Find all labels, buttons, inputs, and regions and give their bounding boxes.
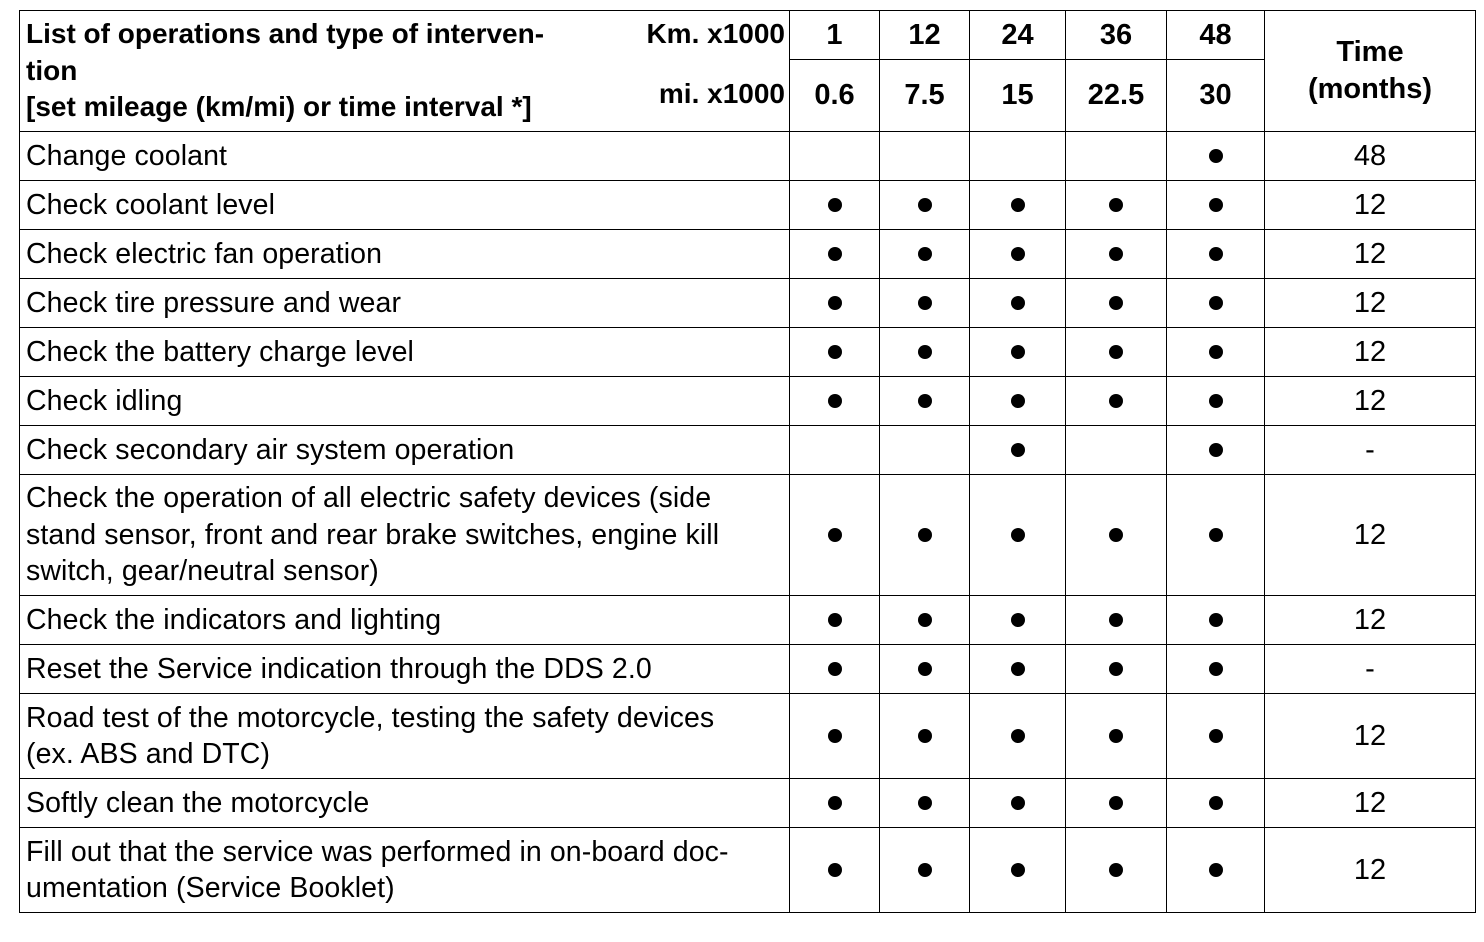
table-row [20, 181, 1476, 230]
interval-cell [1167, 279, 1265, 328]
bullet-mark-icon [918, 528, 932, 542]
time-header: Time (months) [1265, 11, 1476, 132]
table-row [20, 230, 1476, 279]
bullet-mark-icon [828, 345, 842, 359]
schedule-body [20, 132, 1476, 913]
bullet-mark-icon [1109, 394, 1123, 408]
interval-cell [1066, 132, 1167, 181]
interval-cell [790, 279, 880, 328]
interval-cell [880, 377, 970, 426]
maintenance-schedule-table [19, 10, 1476, 913]
time-months-cell: 12 [1265, 230, 1476, 279]
interval-cell [1066, 377, 1167, 426]
interval-cell [1066, 596, 1167, 645]
interval-cell [1066, 645, 1167, 694]
bullet-mark-icon [828, 528, 842, 542]
bullet-mark-icon [1011, 613, 1025, 627]
bullet-mark-icon [1011, 863, 1025, 877]
bullet-mark-icon [1209, 394, 1223, 408]
operation-cell: Check idling [20, 377, 790, 426]
table-row [20, 596, 1476, 645]
bullet-mark-icon [1011, 528, 1025, 542]
time-months-cell: 12 [1265, 377, 1476, 426]
bullet-mark-icon [1011, 729, 1025, 743]
bullet-mark-icon [918, 198, 932, 212]
mi-interval-header: 30 [1167, 60, 1265, 132]
bullet-mark-icon [918, 394, 932, 408]
km-interval-header: 48 [1167, 11, 1265, 60]
table-row [20, 426, 1476, 475]
interval-cell [880, 181, 970, 230]
km-unit-label: Km. x1000 [646, 18, 785, 49]
operation-cell [20, 475, 790, 596]
bullet-mark-icon [918, 296, 932, 310]
time-months-cell: 12 [1265, 828, 1476, 913]
interval-cell [970, 828, 1066, 913]
operation-line: Road test of the motorcycle, testing the safety devices [26, 701, 715, 734]
bullet-mark-icon [1011, 247, 1025, 261]
operation-cell: Check secondary air system operation [20, 426, 790, 475]
mi-interval-header: 0.6 [790, 60, 880, 132]
bullet-mark-icon [828, 296, 842, 310]
interval-cell [1167, 230, 1265, 279]
interval-cell [970, 475, 1066, 596]
bullet-mark-icon [1011, 198, 1025, 212]
time-months-cell: 48 [1265, 132, 1476, 181]
interval-cell [790, 328, 880, 377]
interval-cell [970, 377, 1066, 426]
operation-cell: Check tire pressure and wear [20, 279, 790, 328]
interval-cell [790, 475, 880, 596]
table-row [20, 828, 1476, 913]
bullet-mark-icon [1109, 345, 1123, 359]
bullet-mark-icon [1109, 528, 1123, 542]
bullet-mark-icon [918, 863, 932, 877]
interval-cell [880, 475, 970, 596]
interval-cell [1167, 645, 1265, 694]
operation-line: Fill out that the service was performed in on-board doc- [26, 835, 729, 868]
bullet-mark-icon [828, 729, 842, 743]
operation-line: umentation (Service Booklet) [26, 872, 395, 904]
operation-cell: Change coolant [20, 132, 790, 181]
interval-cell [1066, 181, 1167, 230]
interval-cell [970, 779, 1066, 828]
bullet-mark-icon [1109, 247, 1123, 261]
bullet-mark-icon [918, 247, 932, 261]
bullet-mark-icon [1209, 729, 1223, 743]
bullet-mark-icon [1011, 443, 1025, 457]
interval-cell [790, 596, 880, 645]
bullet-mark-icon [1209, 443, 1223, 457]
table-row [20, 377, 1476, 426]
interval-cell [790, 645, 880, 694]
table-row [20, 779, 1476, 828]
interval-cell [1066, 475, 1167, 596]
time-months-cell: - [1265, 645, 1476, 694]
mi-interval-header: 7.5 [880, 60, 970, 132]
bullet-mark-icon [1209, 198, 1223, 212]
interval-cell [1167, 377, 1265, 426]
interval-cell [1066, 779, 1167, 828]
km-interval-header: 36 [1066, 11, 1167, 60]
interval-cell [880, 426, 970, 475]
bullet-mark-icon [828, 796, 842, 810]
interval-cell [880, 328, 970, 377]
table-row [20, 132, 1476, 181]
operation-cell: Check coolant level [20, 181, 790, 230]
operation-line: switch, gear/neutral sensor) [26, 555, 379, 588]
operation-line: stand sensor, front and rear brake switches, engine kill [26, 518, 720, 551]
bullet-mark-icon [918, 729, 932, 743]
operation-cell [20, 828, 790, 913]
bullet-mark-icon [1109, 729, 1123, 743]
bullet-mark-icon [1109, 296, 1123, 310]
interval-cell [970, 328, 1066, 377]
interval-cell [1167, 694, 1265, 779]
interval-cell [1167, 475, 1265, 596]
time-months-cell: 12 [1265, 779, 1476, 828]
interval-cell [970, 426, 1066, 475]
interval-cell [880, 645, 970, 694]
interval-cell [1167, 828, 1265, 913]
bullet-mark-icon [1011, 296, 1025, 310]
interval-cell [790, 426, 880, 475]
operation-cell: Softly clean the motorcycle [20, 779, 790, 828]
time-months-cell: 12 [1265, 596, 1476, 645]
operation-cell: Reset the Service indication through the DDS 2.0 [20, 645, 790, 694]
bullet-mark-icon [1109, 863, 1123, 877]
time-months-cell: - [1265, 426, 1476, 475]
km-interval-header: 1 [790, 11, 880, 60]
bullet-mark-icon [828, 394, 842, 408]
bullet-mark-icon [1209, 149, 1223, 163]
interval-cell [1066, 694, 1167, 779]
operation-line: Check the operation of all electric safety devices (side [26, 482, 712, 515]
interval-cell [1066, 328, 1167, 377]
table-row [20, 279, 1476, 328]
bullet-mark-icon [1011, 796, 1025, 810]
km-interval-header: 12 [880, 11, 970, 60]
bullet-mark-icon [828, 863, 842, 877]
interval-cell [880, 132, 970, 181]
time-months-cell: 12 [1265, 181, 1476, 230]
bullet-mark-icon [828, 662, 842, 676]
interval-cell [790, 377, 880, 426]
bullet-mark-icon [1209, 613, 1223, 627]
interval-cell [790, 230, 880, 279]
bullet-mark-icon [918, 796, 932, 810]
bullet-mark-icon [918, 613, 932, 627]
interval-cell [1167, 181, 1265, 230]
bullet-mark-icon [1209, 662, 1223, 676]
bullet-mark-icon [1209, 796, 1223, 810]
interval-cell [790, 828, 880, 913]
table-row [20, 645, 1476, 694]
bullet-mark-icon [828, 198, 842, 212]
interval-cell [970, 279, 1066, 328]
mi-interval-header: 15 [970, 60, 1066, 132]
interval-cell [790, 694, 880, 779]
operation-cell: Check the indicators and lighting [20, 596, 790, 645]
interval-cell [1167, 779, 1265, 828]
bullet-mark-icon [1109, 198, 1123, 212]
header-row-km [20, 11, 1476, 60]
bullet-mark-icon [918, 345, 932, 359]
time-months-cell: 12 [1265, 279, 1476, 328]
bullet-mark-icon [918, 662, 932, 676]
table-row [20, 328, 1476, 377]
time-months-cell: 12 [1265, 694, 1476, 779]
time-months-cell: 12 [1265, 328, 1476, 377]
bullet-mark-icon [828, 247, 842, 261]
bullet-mark-icon [1209, 863, 1223, 877]
bullet-mark-icon [1011, 662, 1025, 676]
operations-title: List of operations and type of interven- tion [set mileage (km/mi) or time interval *] [26, 18, 545, 122]
interval-cell [880, 828, 970, 913]
interval-cell [790, 132, 880, 181]
bullet-mark-icon [1011, 394, 1025, 408]
interval-cell [1167, 132, 1265, 181]
interval-cell [970, 132, 1066, 181]
bullet-mark-icon [1011, 345, 1025, 359]
bullet-mark-icon [1209, 296, 1223, 310]
bullet-mark-icon [1109, 662, 1123, 676]
interval-cell [1066, 426, 1167, 475]
interval-cell [1167, 596, 1265, 645]
interval-cell [880, 779, 970, 828]
table-row [20, 475, 1476, 596]
km-interval-header: 24 [970, 11, 1066, 60]
bullet-mark-icon [1109, 613, 1123, 627]
operations-header [20, 11, 790, 132]
interval-cell [1066, 279, 1167, 328]
operation-cell: Check electric fan operation [20, 230, 790, 279]
interval-cell [880, 694, 970, 779]
interval-cell [970, 645, 1066, 694]
mi-unit-label: mi. x1000 [658, 78, 785, 109]
interval-cell [790, 779, 880, 828]
mi-interval-header: 22.5 [1066, 60, 1167, 132]
table-row [20, 694, 1476, 779]
interval-cell [1066, 230, 1167, 279]
operation-cell [20, 694, 790, 779]
operation-line: (ex. ABS and DTC) [26, 738, 271, 770]
interval-cell [970, 181, 1066, 230]
interval-cell [970, 596, 1066, 645]
bullet-mark-icon [828, 613, 842, 627]
interval-cell [970, 230, 1066, 279]
interval-cell [1167, 328, 1265, 377]
bullet-mark-icon [1209, 528, 1223, 542]
interval-cell [1167, 426, 1265, 475]
time-months-cell: 12 [1265, 475, 1476, 596]
interval-cell [790, 181, 880, 230]
interval-cell [1066, 828, 1167, 913]
interval-cell [880, 596, 970, 645]
interval-cell [970, 694, 1066, 779]
interval-cell [880, 230, 970, 279]
operation-cell: Check the battery charge level [20, 328, 790, 377]
bullet-mark-icon [1209, 345, 1223, 359]
interval-cell [880, 279, 970, 328]
bullet-mark-icon [1109, 796, 1123, 810]
bullet-mark-icon [1209, 247, 1223, 261]
